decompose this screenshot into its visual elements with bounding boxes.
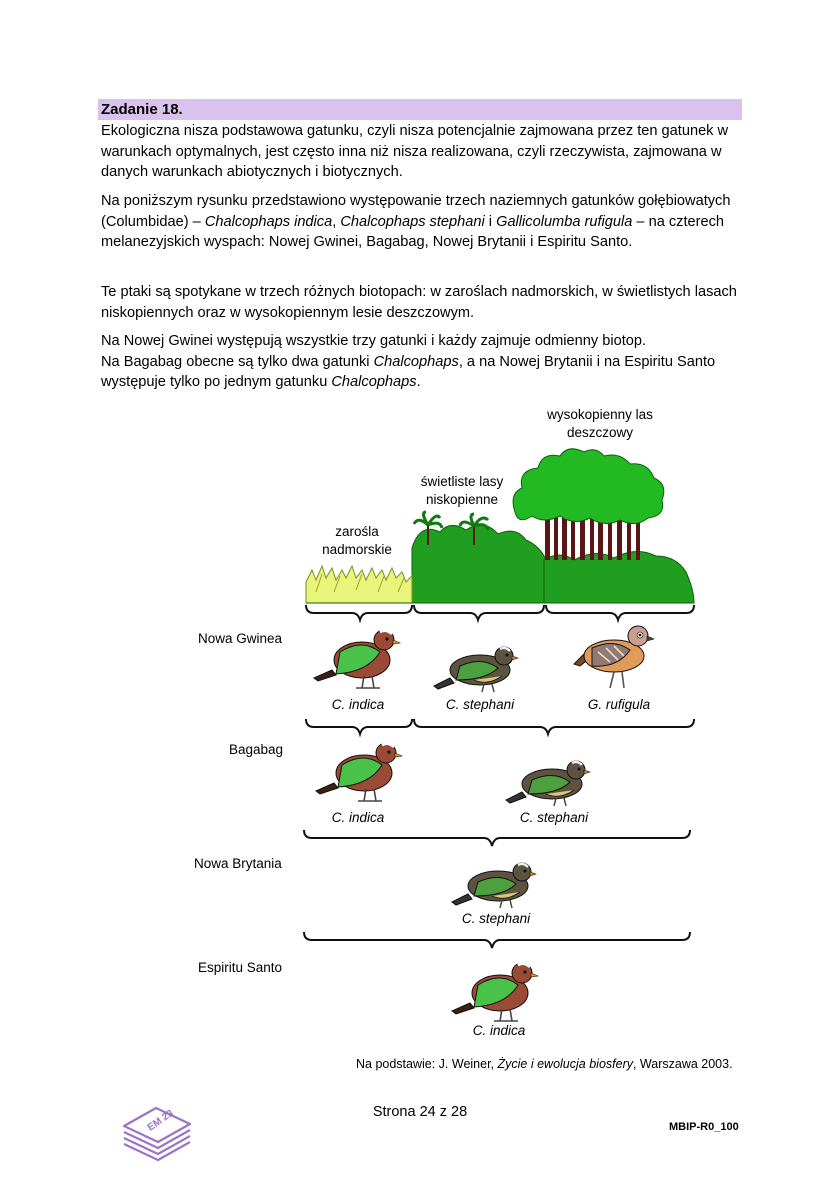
island-espiritu-santo: Espiritu Santo	[198, 960, 283, 975]
bird-nb-stephani	[452, 863, 536, 908]
exam-code: MBIP-R0_100	[669, 1121, 739, 1133]
species-es-indica: C. indica	[472, 1023, 526, 1038]
bird-es-indica	[452, 963, 538, 1021]
paragraph-distribution: Na Nowej Gwinei występują wszystkie trzy gatunki i każdy zajmuje odmienny biotop. Na Bagabag obecne są tylko dwa gatunki Chalcophaps, a na Nowej Brytanii i na Espiritu Santo występuje tylko po jednym gatunku Chalcophaps.	[101, 333, 716, 391]
island-bagabag: Bagabag	[229, 742, 284, 757]
species-nb-stephani: C. stephani	[461, 911, 531, 926]
paragraph-biotopes: Te ptaki są spotykane w trzech różnych biotopach: w zaroślach nadmorskich, w świetlistych lasach niskopiennych oraz w wysokopiennym lesie deszczowym.	[101, 284, 737, 321]
rainforest-canopy	[513, 449, 664, 524]
island-new-guinea: Nowa Gwinea	[198, 631, 283, 646]
paragraph-intro: Ekologiczna nisza podstawowa gatunku, czyli nisza potencjalnie zajmowana przez ten gatunek w warunkach optymalnych, jest często inna niż nisza realizowana, czyli rzeczywista, zajmowana w danych warunkach abiotycznych i biotycznych.	[101, 123, 729, 181]
bird-ng-indica	[314, 630, 400, 688]
bird-bagabag-stephani	[506, 761, 590, 806]
page-number: Strona 24 z 28	[372, 1104, 468, 1120]
task-heading: Zadanie 18.	[98, 99, 742, 120]
label-rainforest: wysokopienny las deszczowy	[547, 407, 653, 440]
species-bagabag-indica: C. indica	[331, 810, 385, 825]
label-shrubs: zarośla nadmorskie	[322, 524, 392, 557]
bird-ng-stephani	[434, 647, 518, 692]
source-citation: Na podstawie: J. Weiner, Życie i ewolucja biosfery, Warszawa 2003.	[356, 1057, 733, 1071]
species-ng-rufigula: G. rufigula	[587, 697, 651, 712]
island-new-britain: Nowa Brytania	[194, 856, 282, 871]
paragraph-species: Na poniższym rysunku przedstawiono występowanie trzech naziemnych gatunków gołębiowatych (Columbidae) – Chalcophaps indica, Chalcophaps stephani i Gallicolumba rufigula – na czterech melanezyjskich wyspach: Nowej Gwinei, Bagabag, Nowej Brytanii i Espiritu Santo.	[101, 193, 731, 251]
logo-text: EM 23	[145, 1107, 176, 1134]
bird-ng-rufigula	[574, 626, 654, 688]
label-low-forest: świetliste lasy niskopienne	[420, 474, 504, 507]
bird-bagabag-indica	[316, 743, 402, 801]
low-forest-bush	[412, 525, 546, 603]
species-bagabag-stephani: C. stephani	[519, 810, 589, 825]
coastal-shrubs	[306, 566, 412, 603]
species-ng-indica: C. indica	[331, 697, 385, 712]
species-ng-stephani: C. stephani	[445, 697, 515, 712]
